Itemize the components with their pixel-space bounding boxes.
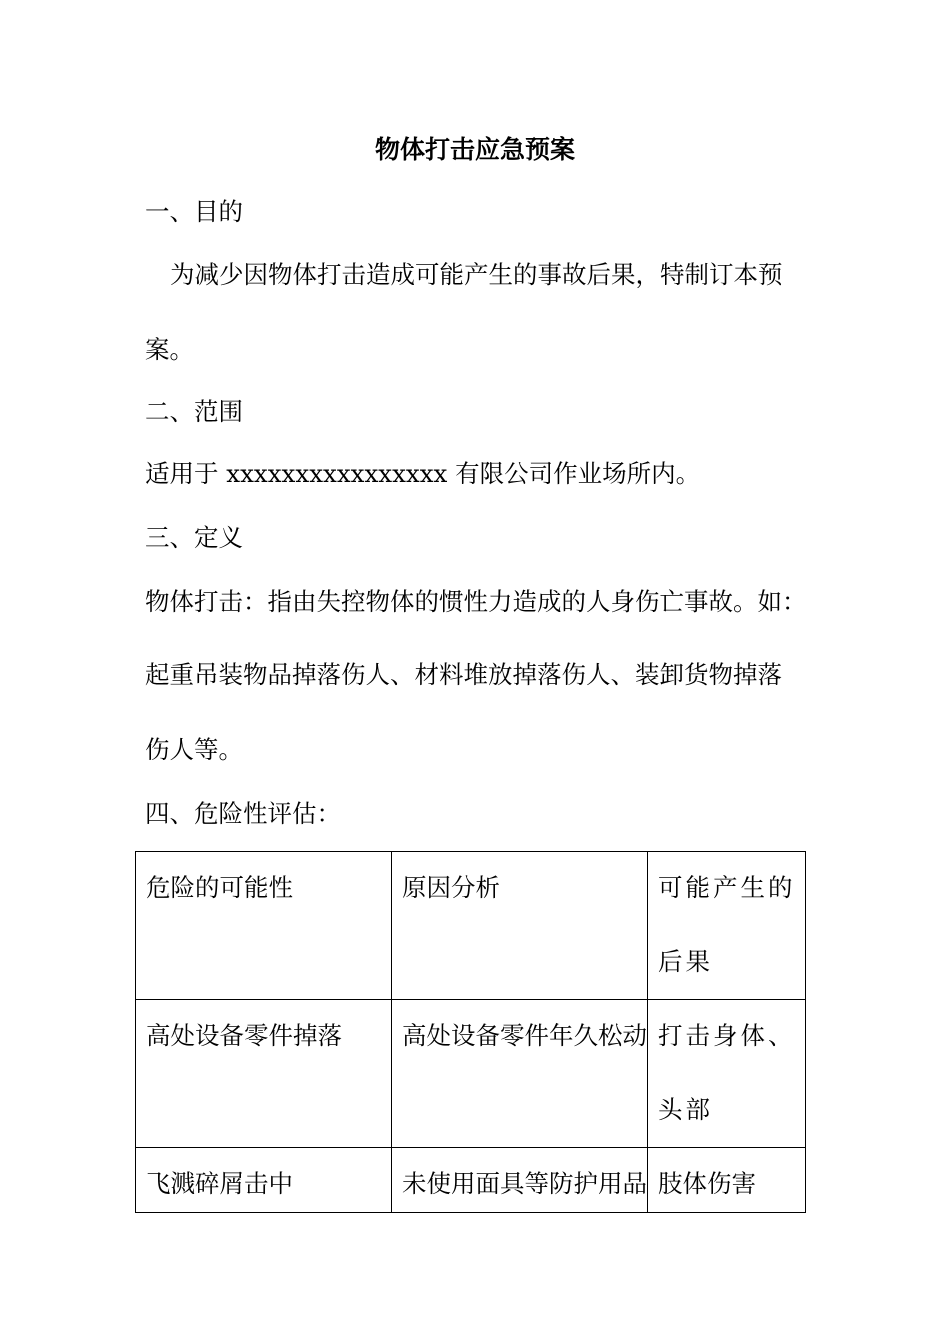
table-cell (392, 1000, 648, 1148)
document-title: 物体打击应急预案 (374, 135, 575, 164)
header-possibility: 危险的可能性 (146, 873, 293, 902)
definition-paragraph-line-1: 物体打击：指由失控物体的惯性力造成的人身伤亡事故。如： (145, 587, 807, 616)
row-1-cause: 高处设备零件年久松动 (402, 1021, 647, 1050)
header-cause-analysis: 原因分析 (402, 873, 500, 902)
table-header-cell (648, 852, 806, 1000)
section-heading-scope: 二、范围 (145, 397, 243, 426)
definition-paragraph-line-2: 起重吊装物品掉落伤人、材料堆放掉落伤人、装卸货物掉落 (145, 660, 782, 689)
purpose-paragraph-line-2: 案。 (145, 335, 194, 364)
row-1-possibility: 高处设备零件掉落 (146, 1021, 342, 1050)
table-cell (648, 1000, 806, 1148)
table-cell (392, 1148, 648, 1213)
purpose-paragraph-line-1: 为减少因物体打击造成可能产生的事故后果，特制订本预 (170, 260, 783, 289)
row-2-cause: 未使用面具等防护用品 (402, 1169, 647, 1198)
table-cell (136, 1148, 392, 1213)
table-row (136, 1000, 806, 1148)
definition-paragraph-line-3: 伤人等。 (145, 735, 243, 764)
table-cell (648, 1148, 806, 1213)
table-header-row (136, 852, 806, 1000)
section-heading-definition: 三、定义 (145, 523, 243, 552)
scope-paragraph: 适用于 xxxxxxxxxxxxxxxx 有限公司作业场所内。 (145, 459, 701, 488)
header-consequence: 可能产生的后果 (658, 873, 796, 976)
row-2-consequence: 肢体伤害 (658, 1169, 756, 1198)
table-cell (136, 1000, 392, 1148)
table-row (136, 1148, 806, 1213)
row-1-consequence: 打击身体、头部 (658, 1021, 796, 1124)
section-heading-risk-assessment: 四、危险性评估： (145, 799, 341, 828)
table-header-cell (392, 852, 648, 1000)
section-heading-purpose: 一、目的 (145, 197, 243, 226)
risk-assessment-table (135, 851, 806, 1213)
row-2-possibility: 飞溅碎屑击中 (146, 1169, 293, 1198)
table-header-cell (136, 852, 392, 1000)
